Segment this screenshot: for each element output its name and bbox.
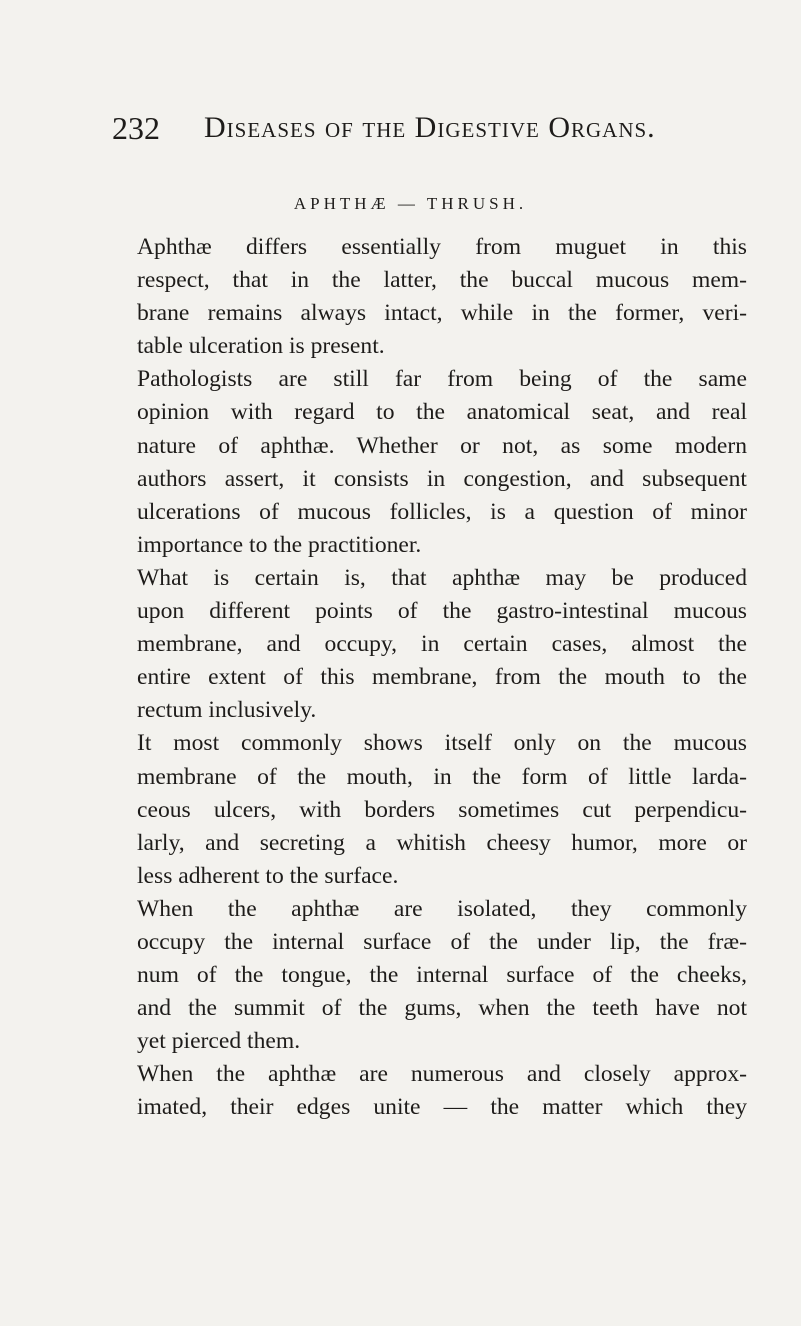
text-line: ulcerations of mucous follicles, is a question of minor	[137, 498, 747, 525]
text-line: entire extent of this membrane, from the mouth to the	[137, 664, 747, 691]
text-line: Pathologists are still far from being of the same	[137, 366, 747, 393]
paragraph	[137, 893, 747, 1058]
text-line: upon different points of the gastro-intestinal mucous	[137, 598, 747, 625]
text-line: Aphthæ differs essentially from muguet in this	[137, 234, 747, 260]
text-line: It most commonly shows itself only on the mucous	[137, 730, 747, 757]
text-line: yet pierced them.	[137, 1028, 301, 1055]
text-line: opinion with regard to the anatomical seat, and real	[137, 399, 747, 426]
text-line: membrane, and occupy, in certain cases, almost the	[137, 631, 747, 658]
paragraph	[137, 363, 747, 562]
paragraph	[137, 562, 747, 727]
body-text	[137, 231, 747, 1125]
text-line: ceous ulcers, with borders sometimes cut perpendicu-	[137, 796, 747, 823]
text-line: num of the tongue, the internal surface of the cheeks,	[137, 962, 747, 989]
page-number: 232	[112, 110, 160, 146]
text-line: imated, their edges unite — the matter which they	[137, 1094, 747, 1121]
text-line: less adherent to the surface.	[137, 862, 399, 889]
text-line: authors assert, it consists in congestion, and subsequent	[137, 465, 747, 492]
text-line: What is certain is, that aphthæ may be produced	[137, 564, 747, 591]
text-line: nature of aphthæ. Whether or not, as some modern	[137, 432, 747, 459]
text-line: importance to the practitioner.	[137, 531, 422, 558]
paragraph	[137, 727, 747, 892]
text-line: brane remains always intact, while in the former, veri-	[137, 300, 747, 327]
running-title: Diseases of the Digestive Organs.	[204, 111, 656, 144]
paragraph	[137, 1058, 747, 1124]
section-title: APHTHÆ — THRUSH.	[293, 194, 528, 213]
paragraph	[137, 231, 747, 363]
page-header	[112, 110, 772, 150]
text-line: occupy the internal surface of the under lip, the fræ-	[137, 928, 747, 955]
text-line: larly, and secreting a whitish cheesy humor, more or	[137, 829, 747, 856]
text-line: When the aphthæ are numerous and closely approx-	[137, 1061, 747, 1088]
text-line: membrane of the mouth, in the form of little larda-	[137, 763, 747, 790]
text-line: table ulceration is present.	[137, 333, 385, 360]
text-line: rectum inclusively.	[137, 697, 317, 724]
text-line: respect, that in the latter, the buccal mucous mem-	[137, 267, 747, 294]
text-line: When the aphthæ are isolated, they commonly	[137, 895, 747, 922]
text-line: and the summit of the gums, when the teeth have not	[137, 995, 747, 1022]
